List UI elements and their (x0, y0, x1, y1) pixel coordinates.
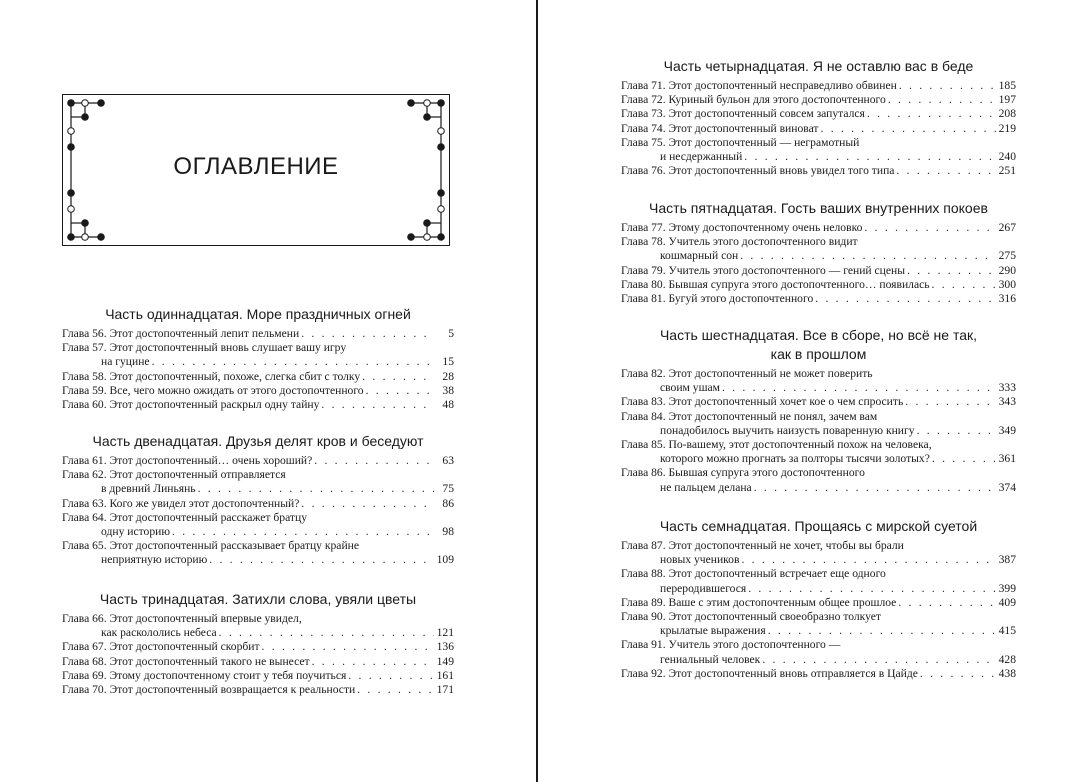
dot-leader (766, 624, 996, 638)
dot-leader (150, 355, 434, 369)
page-number: 63 (442, 454, 454, 467)
chapter-title-cont: гениальный человек (660, 652, 761, 666)
page-number: 267 (998, 221, 1016, 234)
dot-leader (886, 93, 996, 107)
dot-leader (720, 381, 996, 395)
toc-part (621, 57, 1016, 178)
page-number: 428 (998, 652, 1016, 666)
page-number: 316 (998, 292, 1016, 306)
page-number: 300 (998, 277, 1016, 291)
toc-part (62, 305, 454, 412)
toc-entry[interactable] (62, 612, 454, 640)
chapter-title: Глава 70. Этот достопочтенный возвращается к реальности (62, 683, 356, 697)
toc-title: ОГЛАВЛЕНИЕ (173, 153, 339, 180)
page-number: 149 (436, 654, 454, 668)
chapter-title-cont: на гуцине (101, 355, 150, 369)
chapter-title-cont: понадобилось выучить наизусть поваренную книгу (660, 423, 915, 437)
page-number: 409 (998, 595, 1016, 609)
dot-leader (299, 497, 434, 511)
page-number: 374 (998, 480, 1016, 494)
part-title: Часть тринадцатая. Затихли слова, увяли цветы (99, 591, 417, 607)
chapter-title: Глава 90. Этот достопочтенный своеобразно толкует (621, 610, 881, 624)
toc-entry[interactable] (621, 235, 1016, 263)
dot-leader (360, 370, 434, 384)
part-title: Часть одиннадцатая. Море праздничных огней (105, 306, 411, 322)
page-number: 240 (998, 150, 1016, 164)
chapter-title: Глава 79. Учитель этого достопочтенного — гений сцены (621, 263, 905, 277)
chapter-title-cont: одну историю (101, 525, 170, 539)
toc-entry[interactable] (621, 367, 1016, 395)
page-number: 136 (436, 640, 454, 654)
page-number: 290 (998, 263, 1016, 277)
dot-leader (207, 553, 434, 567)
chapter-title-cont: в древний Линьянь (101, 482, 196, 496)
toc-part (621, 326, 1016, 495)
part-title: Часть семнадцатая. Прощаясь с мирской суетой (659, 518, 978, 534)
toc-entry[interactable] (621, 596, 1016, 610)
toc-part (62, 432, 454, 568)
chapter-title: Глава 92. Этот достопочтенный вновь отправляется в Цайде (621, 666, 918, 680)
toc-entry[interactable] (621, 667, 1016, 681)
chapter-title-cont: своим ушам (660, 381, 720, 395)
part-title: Часть четырнадцатая. Я не оставлю вас в беде (663, 58, 974, 74)
page-number: 75 (442, 482, 454, 496)
toc-entry[interactable] (62, 384, 454, 398)
toc-entry[interactable] (621, 93, 1016, 107)
page-number: 399 (998, 581, 1016, 595)
chapter-title: Глава 85. По-вашему, этот достопочтенный похож на человека, (621, 438, 932, 452)
dot-leader (260, 640, 434, 654)
dot-leader (746, 582, 996, 596)
dot-leader (739, 553, 996, 567)
page-number: 197 (998, 93, 1016, 107)
part-title-line: как в прошлом (770, 346, 867, 362)
toc-entry[interactable] (62, 655, 454, 669)
dot-leader (312, 454, 434, 468)
page-number: 275 (998, 249, 1016, 263)
chapter-title: Глава 71. Этот достопочтенный несправедливо обвинен (621, 79, 897, 92)
page-number: 349 (998, 423, 1016, 437)
toc-part (621, 517, 1016, 681)
toc-entry[interactable] (621, 278, 1016, 292)
part-title-line: Часть шестнадцатая. Все в сборе, но всё не так, (659, 327, 978, 343)
toc-entry[interactable] (62, 640, 454, 654)
page-number: 5 (448, 327, 454, 340)
dot-leader (903, 395, 996, 409)
chapter-title: Глава 88. Этот достопочтенный встречает еще одного (621, 567, 886, 581)
dot-leader (346, 669, 434, 683)
toc-entry[interactable] (62, 398, 454, 412)
chapter-title: Глава 89. Ваше с этим достопочтенным общее прошлое (621, 595, 897, 609)
chapter-title: Глава 56. Этот достопочтенный лепит пельмени (62, 327, 300, 340)
page-number: 185 (998, 79, 1016, 92)
toc-title-frame (62, 94, 450, 246)
dot-leader (760, 653, 996, 667)
chapter-title: Глава 86. Бывшая супруга этого достопочтенного (621, 466, 865, 480)
dot-leader (930, 452, 996, 466)
page-number: 38 (442, 383, 454, 397)
dot-leader (299, 327, 434, 341)
dot-leader (897, 79, 996, 93)
page-number: 208 (998, 107, 1016, 121)
page-number: 343 (998, 395, 1016, 409)
dot-leader (865, 107, 996, 121)
chapter-title-cont: крылатые выражения (660, 624, 766, 638)
dot-leader (742, 150, 996, 164)
dot-leader (170, 525, 434, 539)
chapter-title: Глава 68. Этот достопочтенный такого не вынесет (62, 654, 310, 668)
toc-entry[interactable] (621, 638, 1016, 666)
toc-entry[interactable] (621, 264, 1016, 278)
chapter-title: Глава 72. Куриный бульон для этого достопочтенного (621, 93, 886, 107)
toc-entry[interactable] (621, 292, 1016, 306)
part-title (621, 326, 1016, 364)
part-title: Часть пятнадцатая. Гость ваших внутренних покоев (649, 200, 988, 216)
toc-entry[interactable] (62, 327, 454, 341)
chapter-title: Глава 63. Кого же увидел этот достопочтенный? (62, 496, 300, 510)
page-number: 438 (998, 666, 1016, 680)
page-number: 121 (436, 626, 454, 640)
toc-entry[interactable] (62, 669, 454, 683)
chapter-title: Глава 77. Этому достопочтенному очень неловко (621, 221, 863, 234)
chapter-title: Глава 82. Этот достопочтенный не может поверить (621, 367, 873, 380)
page-number: 333 (998, 381, 1016, 395)
chapter-title: Глава 80. Бывшая супруга этого достопочтенного… появилась (621, 277, 930, 291)
part-title: Часть двенадцатая. Друзья делят кров и беседуют (92, 433, 424, 449)
chapter-title: Глава 83. Этот достопочтенный хочет кое о чем спросить (621, 395, 904, 409)
toc-entry[interactable] (621, 438, 1016, 466)
toc-entry[interactable] (621, 610, 1016, 638)
dot-leader (915, 424, 996, 438)
page-spine (536, 0, 538, 782)
dot-leader (896, 596, 996, 610)
dot-leader (905, 264, 996, 278)
toc-entry[interactable] (62, 468, 454, 496)
dot-leader (752, 481, 996, 495)
chapter-title: Глава 64. Этот достопочтенный расскажет братцу (62, 510, 307, 524)
toc-part (621, 199, 1016, 306)
dot-leader (894, 164, 996, 178)
toc-entry[interactable] (621, 466, 1016, 494)
page-number: 161 (436, 668, 454, 682)
chapter-title: Глава 69. Этому достопочтенному стоит у тебя поучиться (62, 668, 347, 682)
dot-leader (918, 667, 996, 681)
dot-leader (738, 249, 996, 263)
chapter-title-cont: и несдержанный (660, 150, 743, 164)
page-number: 361 (998, 452, 1016, 466)
chapter-title-cont: переродившегося (660, 581, 747, 595)
toc-entry[interactable] (62, 683, 454, 697)
dot-leader (813, 292, 996, 306)
page-number: 98 (442, 525, 454, 539)
chapter-title: Глава 87. Этот достопочтенный не хочет, чтобы вы брали (621, 539, 904, 552)
toc-part (62, 590, 454, 697)
chapter-title-cont: новых учеников (660, 553, 740, 567)
dot-leader (364, 384, 434, 398)
chapter-title: Глава 75. Этот достопочтенный — неграмотный (621, 135, 860, 149)
toc-entry[interactable] (62, 511, 454, 539)
page-number: 219 (998, 121, 1016, 135)
page-number: 109 (436, 553, 454, 567)
dot-leader (930, 278, 996, 292)
page-number: 251 (998, 164, 1016, 178)
chapter-title: Глава 81. Бугуй этого достопочтенного (621, 292, 814, 306)
chapter-title-cont: которого можно прогнать за полторы тысячи золотых? (660, 452, 930, 466)
chapter-title: Глава 84. Этот достопочтенный не понял, зачем вам (621, 409, 878, 423)
toc-entry[interactable] (621, 221, 1016, 235)
page-number: 387 (998, 553, 1016, 567)
chapter-title-cont: как раскололись небеса (101, 626, 217, 640)
chapter-title: Глава 62. Этот достопочтенный отправляется (62, 468, 286, 482)
chapter-title: Глава 61. Этот достопочтенный… очень хороший? (62, 454, 313, 467)
chapter-title-cont: не пальцем делана (660, 480, 752, 494)
dot-leader (319, 398, 434, 412)
chapter-title: Глава 60. Этот достопочтенный раскрыл одну тайну (62, 398, 320, 412)
chapter-title: Глава 91. Учитель этого достопочтенного — (621, 638, 841, 652)
toc-entry[interactable] (621, 410, 1016, 438)
chapter-title: Глава 74. Этот достопочтенный виноват (621, 121, 819, 135)
chapter-title: Глава 59. Все, чего можно ожидать от этого достопочтенного (62, 383, 364, 397)
toc-entry[interactable] (62, 454, 454, 468)
toc-entry[interactable] (621, 395, 1016, 409)
chapter-title: Глава 76. Этот достопочтенный вновь увидел того типа (621, 164, 895, 178)
chapter-title: Глава 73. Этот достопочтенный совсем запутался (621, 107, 865, 121)
chapter-title: Глава 67. Этот достопочтенный скорбит (62, 640, 260, 654)
dot-leader (310, 655, 434, 669)
page-number: 415 (998, 624, 1016, 638)
chapter-title-cont: неприятную историю (101, 553, 208, 567)
toc-entry[interactable] (62, 370, 454, 384)
chapter-title-cont: кошмарный сон (660, 249, 739, 263)
toc-entry[interactable] (621, 107, 1016, 121)
page-number: 171 (436, 683, 454, 697)
toc-entry[interactable] (621, 567, 1016, 595)
page-number: 28 (442, 369, 454, 383)
chapter-title: Глава 78. Учитель этого достопочтенного видит (621, 235, 858, 249)
dot-leader (862, 221, 996, 235)
chapter-title: Глава 65. Этот достопочтенный рассказывает братцу крайне (62, 539, 360, 553)
dot-leader (196, 482, 434, 496)
toc-entry[interactable] (62, 341, 454, 369)
dot-leader (355, 683, 434, 697)
chapter-title: Глава 66. Этот достопочтенный впервые увидел, (62, 612, 302, 625)
dot-leader (217, 626, 434, 640)
chapter-title: Глава 57. Этот достопочтенный вновь слушает вашу игру (62, 341, 347, 355)
toc-entry[interactable] (621, 539, 1016, 567)
page-number: 48 (442, 398, 454, 412)
toc-entry[interactable] (621, 79, 1016, 93)
page-number: 86 (442, 496, 454, 510)
toc-entry[interactable] (62, 539, 454, 567)
page-number: 15 (442, 355, 454, 369)
toc-entry[interactable] (62, 497, 454, 511)
chapter-title: Глава 58. Этот достопочтенный, похоже, слегка сбит с толку (62, 369, 361, 383)
toc-entry[interactable] (621, 122, 1016, 136)
dot-leader (819, 122, 997, 136)
toc-entry[interactable] (621, 164, 1016, 178)
toc-entry[interactable] (621, 136, 1016, 164)
